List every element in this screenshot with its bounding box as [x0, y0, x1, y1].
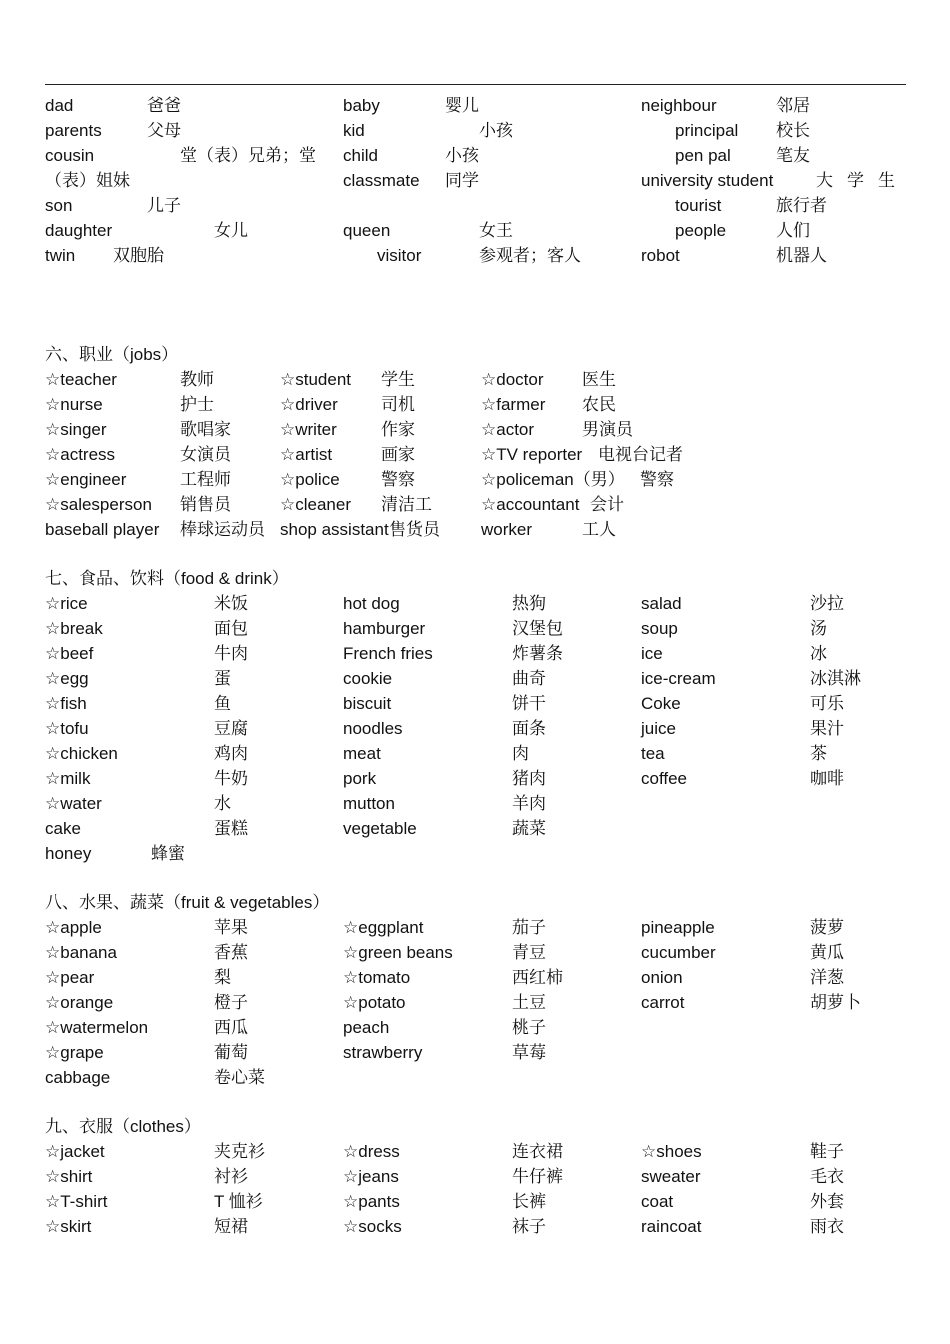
word-en: French fries [343, 644, 433, 663]
word-en: ☆apple [45, 918, 102, 937]
word-en: baseball player [45, 520, 160, 539]
word-zh: 外套 [810, 1192, 844, 1211]
word-en: pineapple [641, 918, 715, 937]
word-zh: 肉 [512, 744, 529, 763]
word-en: vegetable [343, 819, 417, 838]
word-zh: 司机 [381, 395, 415, 414]
word-en: ☆engineer [45, 470, 127, 489]
word-en: ☆TV reporter [481, 445, 583, 464]
word-zh: 汤 [810, 619, 827, 638]
word-zh: 沙拉 [810, 594, 844, 613]
word-en: ☆artist [280, 445, 333, 464]
word-en: ☆farmer [481, 395, 546, 414]
word-en: ☆grape [45, 1043, 104, 1062]
word-en: classmate [343, 171, 420, 190]
word-zh: 西红柿 [512, 968, 563, 987]
word-en: ☆chicken [45, 744, 118, 763]
word-zh: 葡萄 [214, 1043, 248, 1062]
word-en: ☆tomato [343, 968, 411, 987]
word-zh: 毛衣 [810, 1167, 844, 1186]
word-en: ☆pear [45, 968, 95, 987]
word-zh: 棒球运动员 [180, 520, 265, 539]
word-zh: 医生 [582, 370, 616, 389]
word-zh: 茄子 [512, 918, 546, 937]
word-en: cousin [45, 146, 95, 165]
word-en: ☆policeman（男） [481, 470, 625, 489]
word-zh: 蛋 [214, 669, 231, 688]
word-zh: 画家 [381, 445, 415, 464]
word-zh: 小孩 [445, 146, 479, 165]
word-en: ☆salesperson [45, 495, 152, 514]
word-zh: 教师 [180, 370, 214, 389]
word-en: worker [481, 520, 533, 539]
word-en: Coke [641, 694, 681, 713]
word-zh: 大学生 [816, 171, 909, 190]
word-en: queen [343, 221, 391, 240]
word-en: shop assistant [280, 520, 389, 539]
word-zh: 警察 [640, 470, 674, 489]
word-zh: T 恤衫 [214, 1192, 263, 1211]
word-en: pen pal [675, 146, 731, 165]
word-en: coat [641, 1192, 674, 1211]
word-zh: 冰 [810, 644, 827, 663]
word-en: visitor [377, 246, 422, 265]
word-zh: 袜子 [512, 1217, 546, 1236]
word-en: neighbour [641, 96, 717, 115]
word-zh: 爸爸 [147, 96, 181, 115]
word-zh: 工程师 [180, 470, 231, 489]
word-en: ☆rice [45, 594, 88, 613]
word-zh: 堂（表）兄弟；堂 [180, 146, 316, 165]
word-zh: 胡萝卜 [810, 993, 861, 1012]
word-en: onion [641, 968, 683, 987]
word-en: principal [675, 121, 739, 140]
word-zh: 咖啡 [810, 769, 844, 788]
word-en: ☆break [45, 619, 103, 638]
word-en: hamburger [343, 619, 426, 638]
word-en: ☆teacher [45, 370, 117, 389]
word-zh: 护士 [180, 395, 214, 414]
word-zh: 男演员 [582, 420, 633, 439]
section-heading-clothes: 九、衣服（clothes） [45, 1117, 201, 1136]
word-zh: 夹克衫 [214, 1142, 265, 1161]
word-zh: 梨 [214, 968, 231, 987]
word-en: carrot [641, 993, 685, 1012]
word-zh: 草莓 [512, 1043, 546, 1062]
word-zh: 可乐 [810, 694, 844, 713]
word-zh: 汉堡包 [512, 619, 563, 638]
word-zh: 鸡肉 [214, 744, 248, 763]
word-zh: 雨衣 [810, 1217, 844, 1236]
word-zh: 旅行者 [776, 196, 827, 215]
word-zh: 香蕉 [214, 943, 248, 962]
word-en: sweater [641, 1167, 701, 1186]
word-en: ☆orange [45, 993, 114, 1012]
word-en: ☆shirt [45, 1167, 93, 1186]
word-en: strawberry [343, 1043, 423, 1062]
word-zh: 饼干 [512, 694, 546, 713]
word-en: ☆T-shirt [45, 1192, 108, 1211]
word-en: ☆actress [45, 445, 116, 464]
word-zh: 电视台记者 [598, 445, 683, 464]
word-zh-continued: （表）姐妹 [45, 171, 130, 190]
word-zh: 西瓜 [214, 1018, 248, 1037]
word-zh: 羊肉 [512, 794, 546, 813]
word-en: hot dog [343, 594, 400, 613]
word-en: peach [343, 1018, 390, 1037]
word-zh: 机器人 [776, 246, 827, 265]
word-zh: 售货员 [389, 520, 440, 539]
word-en: tourist [675, 196, 722, 215]
word-en: ☆fish [45, 694, 87, 713]
word-zh: 农民 [582, 395, 616, 414]
word-en: twin [45, 246, 76, 265]
word-en: biscuit [343, 694, 392, 713]
word-en: ☆banana [45, 943, 117, 962]
word-zh: 鱼 [214, 694, 231, 713]
word-en: salad [641, 594, 682, 613]
word-zh: 人们 [776, 221, 810, 240]
word-zh: 清洁工 [381, 495, 432, 514]
word-en: ☆dress [343, 1142, 400, 1161]
word-en: ☆tofu [45, 719, 89, 738]
word-zh: 婴儿 [445, 96, 479, 115]
word-en: noodles [343, 719, 403, 738]
word-en: ☆milk [45, 769, 91, 788]
word-en: ☆water [45, 794, 102, 813]
word-en: parents [45, 121, 102, 140]
word-en: cucumber [641, 943, 716, 962]
word-zh: 桃子 [512, 1018, 546, 1037]
word-en: ☆shoes [641, 1142, 702, 1161]
word-zh: 短裙 [214, 1217, 248, 1236]
word-zh: 热狗 [512, 594, 546, 613]
word-zh: 长裤 [512, 1192, 546, 1211]
word-en: juice [641, 719, 676, 738]
word-en: cabbage [45, 1068, 111, 1087]
word-zh: 牛仔裤 [512, 1167, 563, 1186]
word-zh: 销售员 [180, 495, 231, 514]
word-en: dad [45, 96, 74, 115]
word-en: ☆jacket [45, 1142, 105, 1161]
word-en: baby [343, 96, 380, 115]
word-zh: 炸薯条 [512, 644, 563, 663]
word-en: ☆jeans [343, 1167, 399, 1186]
word-zh: 橙子 [214, 993, 248, 1012]
word-en: soup [641, 619, 678, 638]
word-en: ☆doctor [481, 370, 544, 389]
word-zh: 洋葱 [810, 968, 844, 987]
word-en: cookie [343, 669, 393, 688]
word-zh: 女王 [479, 221, 513, 240]
word-en: ice-cream [641, 669, 716, 688]
word-zh: 歌唱家 [180, 420, 231, 439]
word-zh: 同学 [445, 171, 479, 190]
word-en: coffee [641, 769, 688, 788]
word-zh: 邻居 [776, 96, 810, 115]
word-en: daughter [45, 221, 113, 240]
word-en: ☆egg [45, 669, 89, 688]
word-en: ☆singer [45, 420, 107, 439]
section-heading-food: 七、食品、饮料（food & drink） [45, 569, 289, 588]
word-zh: 作家 [381, 420, 415, 439]
word-en: tea [641, 744, 665, 763]
section-heading-fruit: 八、水果、蔬菜（fruit & vegetables） [45, 893, 330, 912]
word-zh: 黄瓜 [810, 943, 844, 962]
word-en: mutton [343, 794, 395, 813]
word-en: ice [641, 644, 663, 663]
word-zh: 曲奇 [512, 669, 546, 688]
word-en: cake [45, 819, 81, 838]
word-zh: 卷心菜 [214, 1068, 265, 1087]
word-en: ☆cleaner [280, 495, 351, 514]
word-en: ☆writer [280, 420, 337, 439]
word-zh: 女演员 [180, 445, 231, 464]
word-zh: 果汁 [810, 719, 844, 738]
word-en: ☆student [280, 370, 352, 389]
word-en: ☆driver [280, 395, 338, 414]
word-zh: 水 [214, 794, 231, 813]
word-zh: 儿子 [147, 196, 181, 215]
word-zh: 豆腐 [214, 719, 248, 738]
word-zh: 猪肉 [512, 769, 546, 788]
word-en: university student [641, 171, 774, 190]
word-en: ☆skirt [45, 1217, 92, 1236]
word-en: ☆actor [481, 420, 535, 439]
word-en: raincoat [641, 1217, 702, 1236]
word-en: ☆accountant [481, 495, 580, 514]
word-zh: 土豆 [512, 993, 546, 1012]
word-en: child [343, 146, 378, 165]
word-zh: 校长 [776, 121, 810, 140]
word-zh: 牛奶 [214, 769, 248, 788]
word-zh: 会计 [590, 495, 624, 514]
word-zh: 菠萝 [810, 918, 844, 937]
word-en: ☆potato [343, 993, 406, 1012]
word-en: people [675, 221, 727, 240]
word-en: meat [343, 744, 381, 763]
word-zh: 小孩 [479, 121, 513, 140]
word-zh: 冰淇淋 [810, 669, 861, 688]
word-en: ☆nurse [45, 395, 103, 414]
word-zh: 学生 [381, 370, 415, 389]
word-zh: 蔬菜 [512, 819, 546, 838]
word-en: ☆beef [45, 644, 94, 663]
word-zh: 米饭 [214, 594, 248, 613]
word-zh: 鞋子 [810, 1142, 844, 1161]
word-zh: 警察 [381, 470, 415, 489]
word-zh: 蜂蜜 [151, 844, 185, 863]
word-zh: 衬衫 [214, 1167, 248, 1186]
word-en: son [45, 196, 73, 215]
word-zh: 笔友 [776, 146, 810, 165]
word-zh: 女儿 [214, 221, 248, 240]
word-zh: 青豆 [512, 943, 546, 962]
word-zh: 牛肉 [214, 644, 248, 663]
word-en: kid [343, 121, 365, 140]
word-zh: 参观者；客人 [479, 246, 581, 265]
word-zh: 连衣裙 [512, 1142, 563, 1161]
section-heading-jobs: 六、职业（jobs） [45, 345, 179, 364]
word-zh: 蛋糕 [214, 819, 248, 838]
word-en: robot [641, 246, 680, 265]
word-en: pork [343, 769, 377, 788]
word-zh: 父母 [147, 121, 181, 140]
word-en: ☆police [280, 470, 340, 489]
word-zh: 面条 [512, 719, 546, 738]
word-en: honey [45, 844, 92, 863]
word-en: ☆eggplant [343, 918, 424, 937]
word-zh: 工人 [582, 520, 616, 539]
header-rule [45, 84, 906, 85]
word-zh: 双胞胎 [113, 246, 164, 265]
word-zh: 茶 [810, 744, 827, 763]
word-en: ☆pants [343, 1192, 400, 1211]
word-en: ☆green beans [343, 943, 453, 962]
word-zh: 苹果 [214, 918, 248, 937]
word-zh: 面包 [214, 619, 248, 638]
word-en: ☆watermelon [45, 1018, 149, 1037]
word-en: ☆socks [343, 1217, 402, 1236]
